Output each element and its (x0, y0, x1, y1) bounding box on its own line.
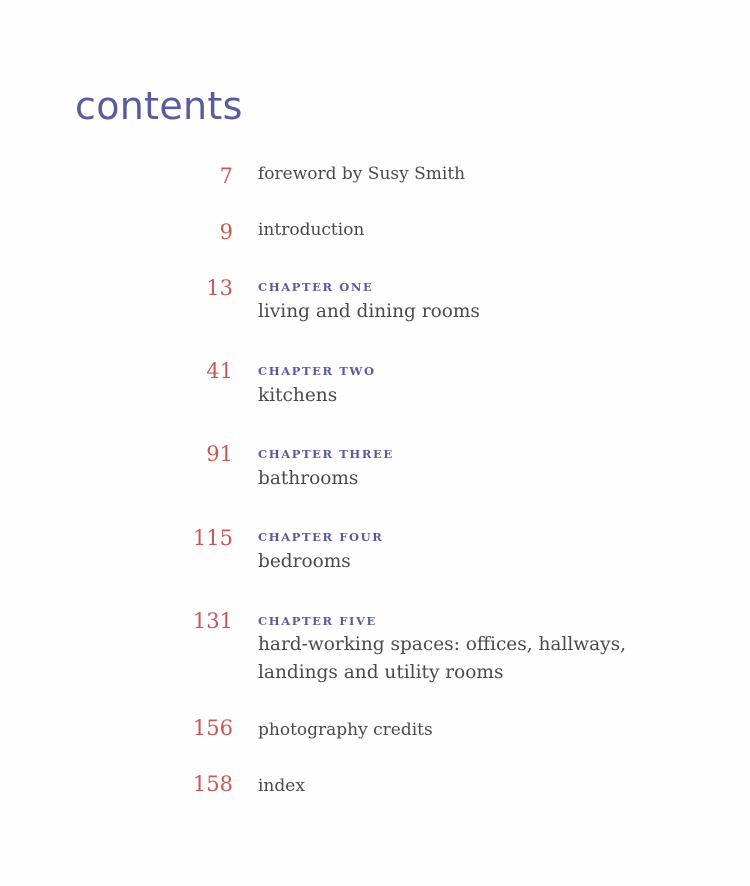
toc-entry-title: kitchens (258, 385, 338, 406)
toc-entry-title: photography credits (258, 720, 433, 740)
toc-entry-title-line-1: hard-working spaces: offices, hallways, (258, 634, 626, 655)
toc-page-number: 41 (206, 359, 233, 383)
chapter-label: CHAPTER ONE (258, 280, 374, 294)
chapter-label: CHAPTER FOUR (258, 530, 384, 544)
toc-page-number: 9 (219, 220, 233, 244)
chapter-label: CHAPTER TWO (258, 364, 376, 378)
toc-page-number: 91 (206, 442, 233, 466)
toc-entry-title: index (258, 776, 305, 796)
toc-page-number: 13 (206, 276, 233, 300)
toc-entry-title: bathrooms (258, 468, 359, 489)
toc-entry-title: living and dining rooms (258, 301, 480, 322)
chapter-label: CHAPTER FIVE (258, 614, 377, 628)
toc-entry-title: foreword by Susy Smith (258, 164, 466, 184)
toc-page-number: 7 (219, 164, 233, 188)
page-heading: contents (75, 84, 243, 128)
toc-entry-title: bedrooms (258, 551, 351, 572)
toc-page-number: 131 (192, 609, 233, 633)
toc-entry-title-line-2: landings and utility rooms (258, 662, 504, 683)
toc-page-number: 158 (192, 772, 233, 796)
chapter-label: CHAPTER THREE (258, 447, 394, 461)
toc-page-number: 156 (192, 716, 233, 740)
toc-page-number: 115 (192, 526, 233, 550)
toc-entry-title: introduction (258, 220, 365, 240)
